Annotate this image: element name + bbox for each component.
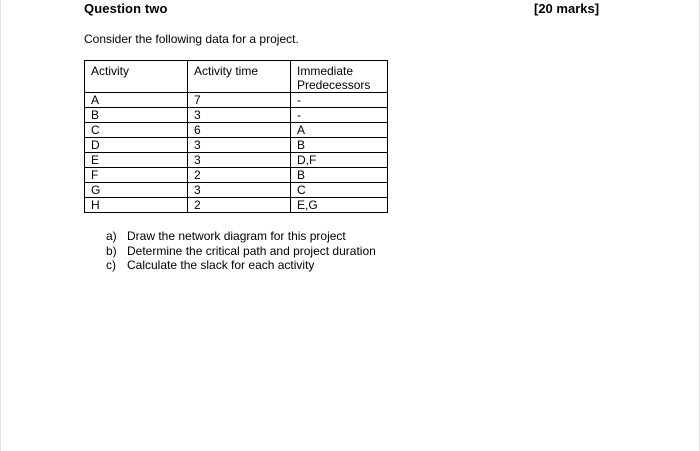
cell-activity-time: 3 [188, 153, 291, 168]
table-row [85, 123, 388, 138]
table-row [85, 183, 388, 198]
cell-predecessors: C [291, 183, 388, 198]
cell-activity: G [85, 183, 188, 198]
cell-activity-time: 3 [188, 108, 291, 123]
header-activity: Activity [85, 61, 188, 93]
cell-predecessors: A [291, 123, 388, 138]
task-item-c [106, 258, 376, 273]
table-row [85, 138, 388, 153]
cell-predecessors: B [291, 138, 388, 153]
cell-predecessors: B [291, 168, 388, 183]
task-item-b [106, 244, 376, 259]
cell-activity-time: 6 [188, 123, 291, 138]
task-letter: b) [106, 243, 117, 258]
task-letter: a) [106, 229, 117, 243]
table-row [85, 108, 388, 123]
cell-activity-time: 3 [188, 183, 291, 198]
task-text: Draw the network diagram for this project [127, 229, 346, 243]
table-row [85, 93, 388, 108]
cell-predecessors: D,F [291, 153, 388, 168]
question-intro: Consider the following data for a project. [84, 32, 299, 46]
cell-predecessors: E,G [291, 198, 388, 213]
task-text: Determine the critical path and project duration [127, 243, 376, 258]
task-text: Calculate the slack for each activity [127, 258, 315, 272]
cell-activity-time: 2 [188, 198, 291, 213]
cell-activity: B [85, 108, 188, 123]
table-row [85, 168, 388, 183]
task-list [106, 229, 376, 273]
cell-predecessors: - [291, 93, 388, 108]
table-row [85, 153, 388, 168]
cell-activity: F [85, 168, 188, 183]
task-letter: c) [106, 258, 116, 272]
task-item-a [106, 229, 376, 244]
page-edge-left [0, 0, 1, 451]
cell-activity-time: 2 [188, 168, 291, 183]
activity-table [84, 60, 388, 213]
cell-activity: A [85, 93, 188, 108]
cell-activity: H [85, 198, 188, 213]
question-marks: [20 marks] [534, 1, 600, 16]
question-title: Question two [84, 1, 168, 16]
cell-predecessors: - [291, 108, 388, 123]
cell-activity: C [85, 123, 188, 138]
cell-activity: E [85, 153, 188, 168]
table-row [85, 198, 388, 213]
header-activity-time: Activity time [188, 61, 291, 93]
table-header-row [85, 61, 388, 93]
cell-activity: D [85, 138, 188, 153]
header-immediate-predecessors: Immediate Predecessors [291, 61, 388, 93]
cell-activity-time: 3 [188, 138, 291, 153]
cell-activity-time: 7 [188, 93, 291, 108]
